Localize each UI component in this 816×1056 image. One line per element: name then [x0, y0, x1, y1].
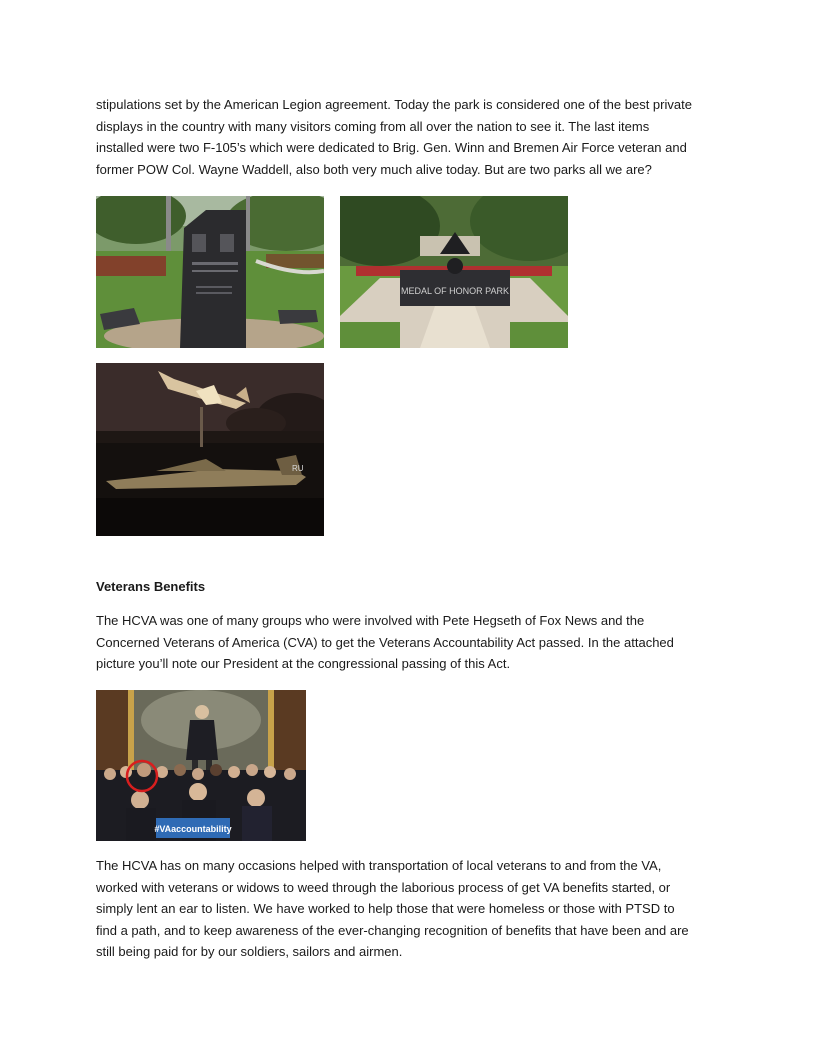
medal-of-honor-park-photo — [340, 196, 568, 348]
congressional-ceremony-photo — [96, 690, 306, 841]
text-line: Concerned Veterans of America (CVA) to get the Veterans Accountability Act passed. In the attached — [96, 634, 674, 650]
text-line: find a path, and to keep awareness of the ever-changing recognition of benefits that have been and are — [96, 922, 689, 938]
text-line: simply lent an ear to listen. We have worked to help those that were homeless or those with PTSD to — [96, 901, 675, 916]
text-line: stipulations set by the American Legion agreement. Today the park is considered one of the best private — [96, 97, 692, 112]
text-line: worked with veterans or widows to weed through the laborious process of get VA benefits started, or — [96, 879, 671, 895]
text-line: picture you’ll note our President at the congressional passing of this Act. — [96, 656, 511, 671]
text-line: still being paid for by our soldiers, sailors and airmen. — [96, 944, 403, 959]
text-line: installed were two F-105’s which were dedicated to Brig. Gen. Winn and Bremen Air Force veteran and — [96, 140, 687, 155]
memorial-stone-photo — [96, 196, 324, 348]
benefits-paragraph-2 — [96, 855, 720, 963]
veterans-benefits-heading: Veterans Benefits — [96, 579, 206, 594]
jet-tail-code: RU — [292, 464, 304, 473]
text-line: displays in the country with many visitors coming from all over the nation to see it. The last items — [96, 118, 650, 134]
accountability-banner-text: #VAaccountability — [154, 824, 232, 834]
benefits-paragraph-1 — [96, 610, 720, 675]
text-line: The HCVA has on many occasions helped with transportation of local veterans to and from the VA, — [96, 858, 662, 873]
text-line: The HCVA was one of many groups who were involved with Pete Hegseth of Fox News and the — [96, 613, 645, 628]
f105-jets-photo — [96, 363, 324, 536]
park-sign-text: MEDAL OF HONOR PARK — [400, 286, 510, 296]
text-line: former POW Col. Wayne Waddell, also both very much alive today. But are two parks all we are? — [96, 161, 652, 177]
intro-paragraph — [96, 94, 720, 180]
